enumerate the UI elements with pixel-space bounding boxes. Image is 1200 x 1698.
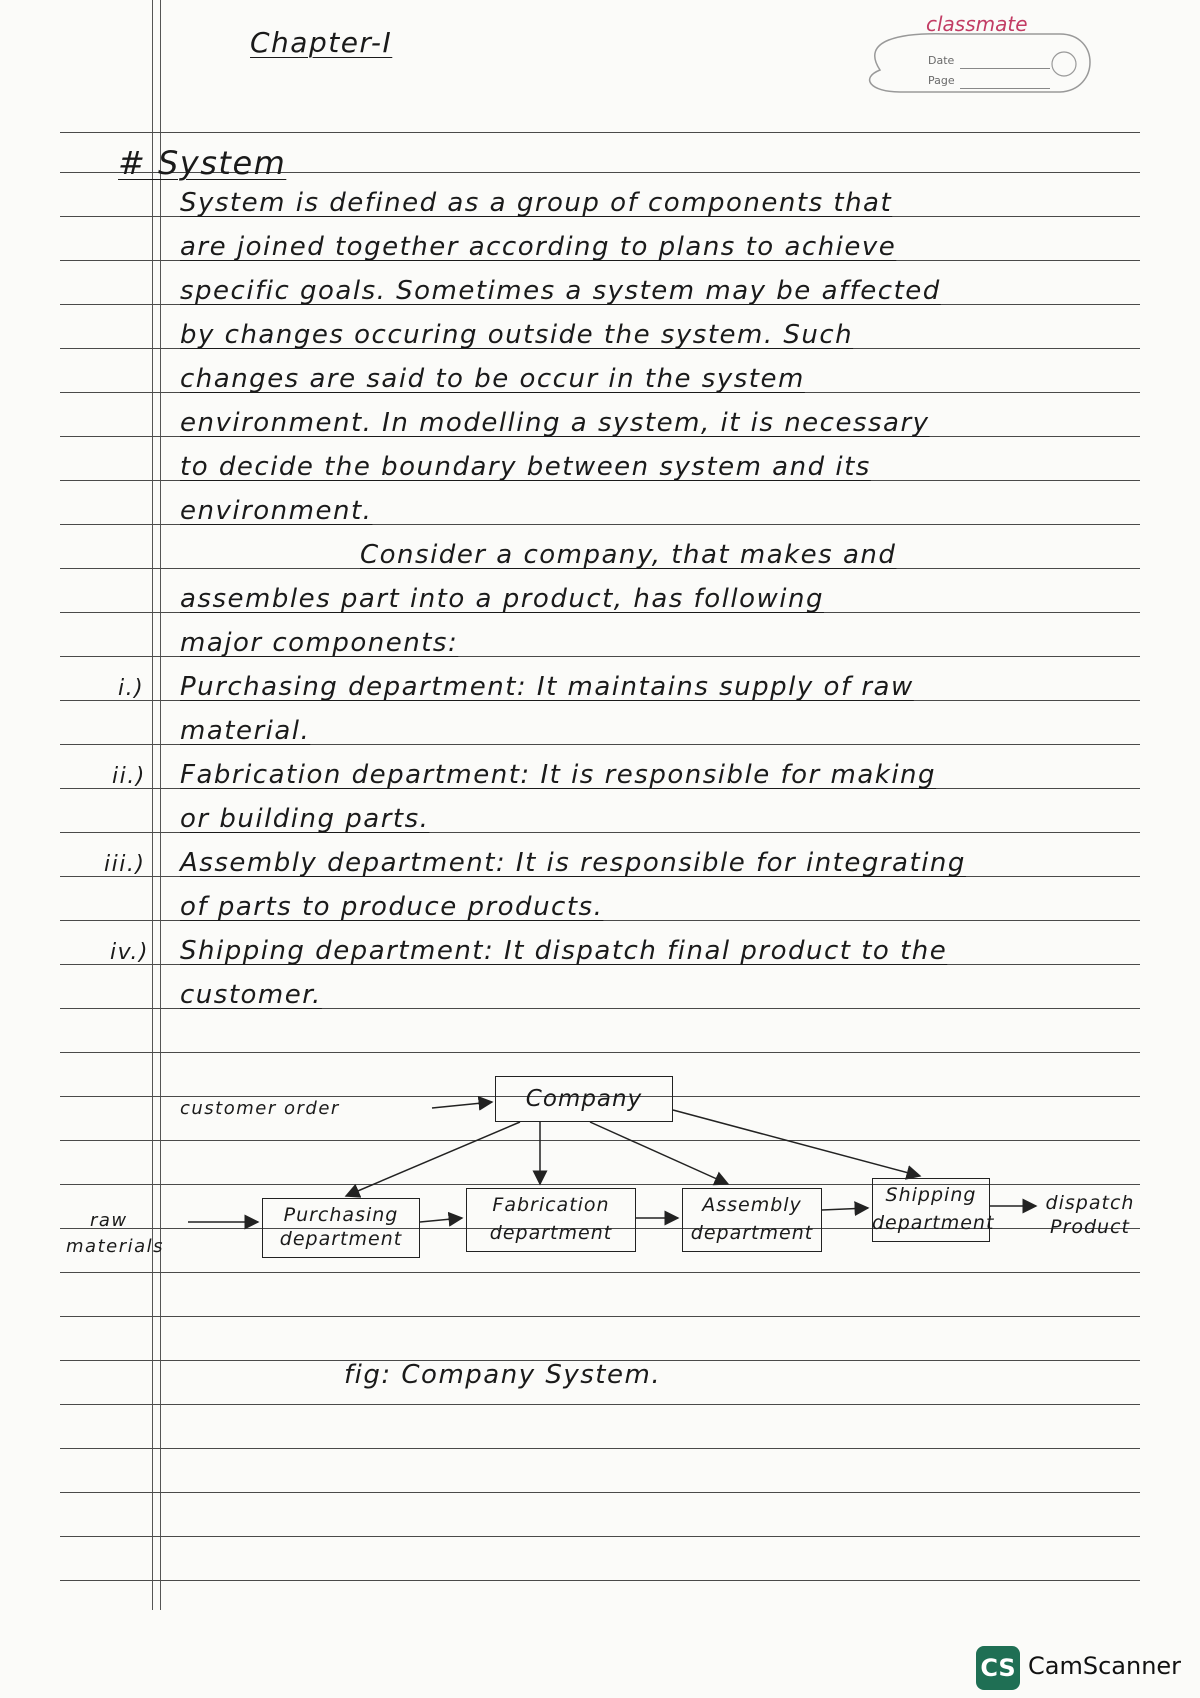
- paragraph-line: to decide the boundary between system and its: [180, 452, 871, 482]
- arrow-assembly-to-shipping: [822, 1208, 868, 1210]
- paragraph-line: environment.: [180, 496, 373, 526]
- paragraph-line: assembles part into a product, has following: [180, 584, 824, 614]
- paragraph-line: environment. In modelling a system, it is necessary: [180, 408, 930, 438]
- purchasing-label-1: Purchasing: [283, 1204, 399, 1226]
- fabrication-label-2: department: [489, 1222, 613, 1244]
- materials-label: materials: [66, 1236, 165, 1257]
- company-label: Company: [525, 1086, 643, 1112]
- list-item-line: customer.: [180, 980, 322, 1010]
- paragraph-line: by changes occuring outside the system. Such: [180, 320, 854, 350]
- date-label: Date: [928, 54, 955, 67]
- dispatch-label-1: dispatch: [1045, 1192, 1135, 1214]
- paragraph-line: System is defined as a group of components that: [180, 188, 893, 218]
- list-item-number: iii.): [104, 852, 146, 877]
- page-label: Page: [928, 74, 955, 87]
- dispatch-label-2: Product: [1050, 1216, 1130, 1238]
- raw-label: raw: [90, 1210, 128, 1231]
- fabrication-label-1: Fabrication: [492, 1194, 610, 1216]
- section-heading: # System: [118, 144, 287, 182]
- list-item-line: Fabrication department: It is responsible for making: [180, 760, 937, 790]
- list-item-number: i.): [118, 676, 145, 701]
- arrow-company-to-purchasing: [346, 1122, 520, 1196]
- purchasing-label-2: department: [279, 1228, 403, 1250]
- list-item-number: ii.): [112, 764, 146, 789]
- arrow-company-to-shipping: [673, 1110, 920, 1176]
- paragraph-line: major components:: [180, 628, 459, 658]
- paragraph-line: are joined together according to plans to achieve: [180, 232, 897, 262]
- list-item-line: material.: [180, 716, 311, 746]
- camscanner-logo: CS: [976, 1646, 1020, 1690]
- customer-order-label: customer order: [180, 1098, 340, 1119]
- chapter-title: Chapter-I: [250, 26, 393, 59]
- list-item-number: iv.): [110, 940, 149, 965]
- list-item-line: Purchasing department: It maintains supply of raw: [180, 672, 914, 702]
- arrow-purchasing-to-fabrication: [420, 1218, 462, 1222]
- list-item-line: Shipping department: It dispatch final product to the: [180, 936, 948, 966]
- list-item-line: of parts to produce products.: [180, 892, 604, 922]
- arrow-order-to-company: [432, 1102, 492, 1108]
- paragraph-line: changes are said to be occur in the system: [180, 364, 805, 394]
- figure-caption: fig: Company System.: [344, 1360, 662, 1390]
- brand-logo: classmate: [926, 12, 1028, 36]
- arrow-company-to-assembly: [590, 1122, 728, 1184]
- camscanner-text: CamScanner: [1028, 1652, 1182, 1680]
- assembly-label-2: department: [690, 1222, 814, 1244]
- list-item-line: or building parts.: [180, 804, 430, 834]
- paragraph-line: specific goals. Sometimes a system may be affected: [180, 276, 941, 306]
- shipping-label-1: Shipping: [885, 1184, 977, 1206]
- list-item-line: Assembly department: It is responsible for integrating: [180, 848, 966, 878]
- shipping-label-2: department: [872, 1212, 995, 1234]
- paragraph-line: Consider a company, that makes and: [360, 540, 897, 570]
- assembly-label-1: Assembly: [702, 1194, 802, 1216]
